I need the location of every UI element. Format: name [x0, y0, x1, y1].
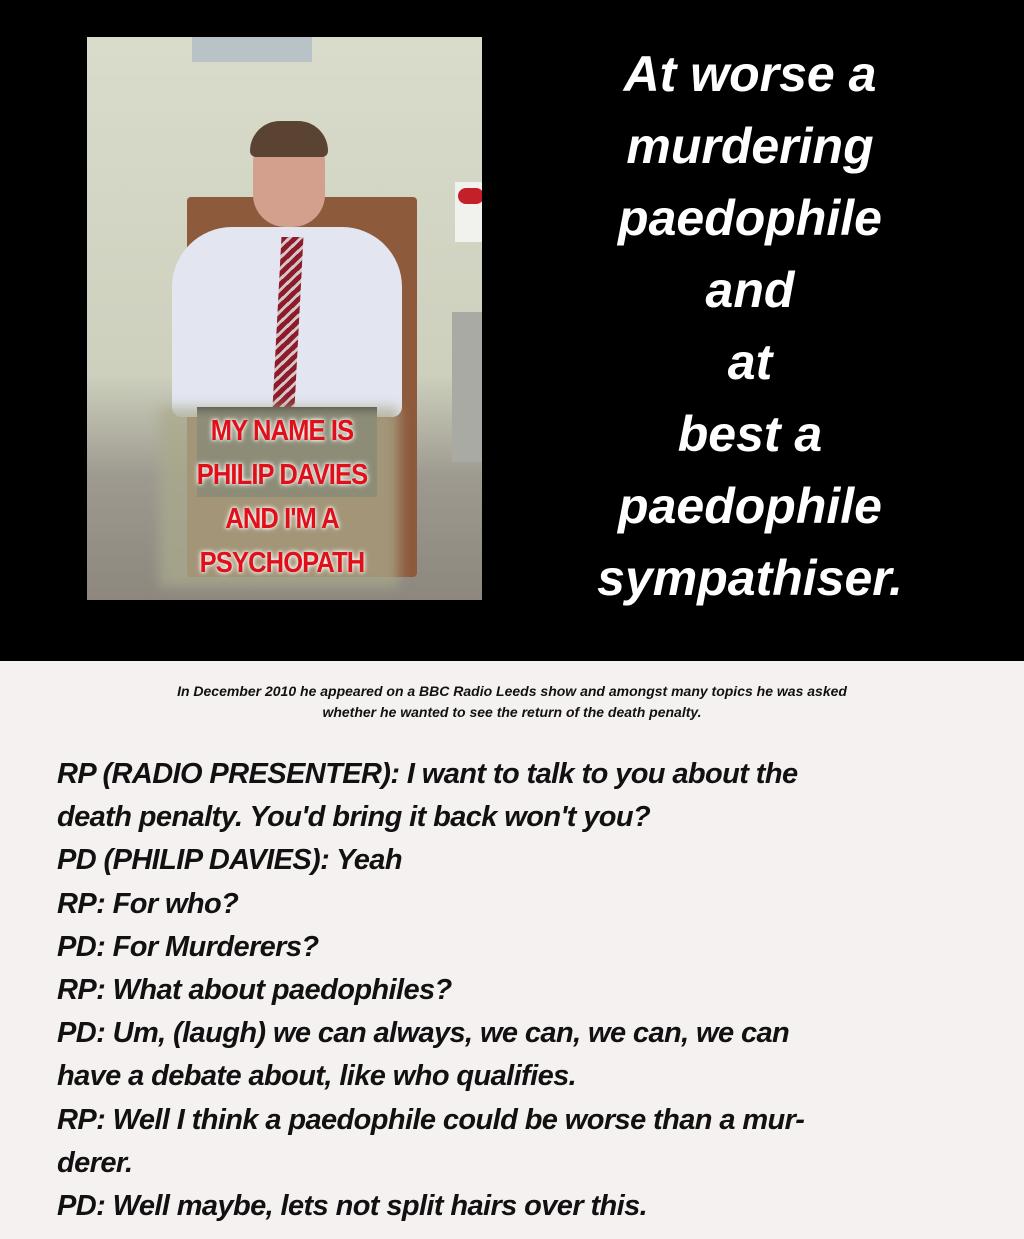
wall-shelf	[192, 37, 312, 62]
headline-line: murdering	[626, 118, 874, 174]
transcript-line: RP: For who?	[57, 887, 239, 920]
transcript-line: PD (PHILIP DAVIES): Yeah	[57, 844, 402, 877]
headline-line: paedophile	[618, 190, 882, 246]
headline-line: and	[705, 262, 795, 318]
transcript-line: PD: Um, (laugh) we can always, we can, we can, we can	[57, 1017, 790, 1050]
danger-sign	[455, 182, 482, 242]
headline-line: At worse a	[623, 46, 877, 102]
transcript-line: death penalty. You'd bring it back won't you?	[57, 801, 651, 834]
transcript-line: derer.	[57, 1146, 133, 1179]
headline-line: sympathiser.	[597, 550, 903, 606]
transcript-line: have a debate about, like who qualifies.	[57, 1060, 577, 1093]
transcript	[57, 753, 997, 1228]
headline-line: best a	[677, 406, 823, 462]
transcript-line: RP: What about paedophiles?	[57, 974, 452, 1007]
photo-man-in-electric-chair	[87, 37, 482, 600]
caption-line: PSYCHOPATH	[199, 547, 365, 579]
caption-line: MY NAME IS	[210, 415, 354, 447]
wall-box	[452, 312, 482, 462]
intro-text	[100, 681, 924, 723]
transcript-line: PD: For Murderers?	[57, 930, 319, 963]
hair	[250, 121, 328, 157]
headline-line: at	[727, 334, 773, 390]
headline	[560, 38, 940, 614]
transcript-line: PD: Well maybe, lets not split hairs over this.	[57, 1190, 648, 1223]
intro-line: In December 2010 he appeared on a BBC Radio Leeds show and amongst many topics he was asked	[177, 683, 847, 699]
transcript-line: RP (RADIO PRESENTER): I want to talk to you about the	[57, 758, 798, 790]
transcript-line: RP: Well I think a paedophile could be worse than a mur-	[57, 1103, 805, 1136]
photo-caption	[147, 409, 417, 585]
headline-line: paedophile	[618, 478, 882, 534]
caption-line: AND I'M A	[225, 503, 339, 535]
intro-line: whether he wanted to see the return of the death penalty.	[322, 704, 702, 720]
caption-line: PHILIP DAVIES	[196, 459, 368, 491]
